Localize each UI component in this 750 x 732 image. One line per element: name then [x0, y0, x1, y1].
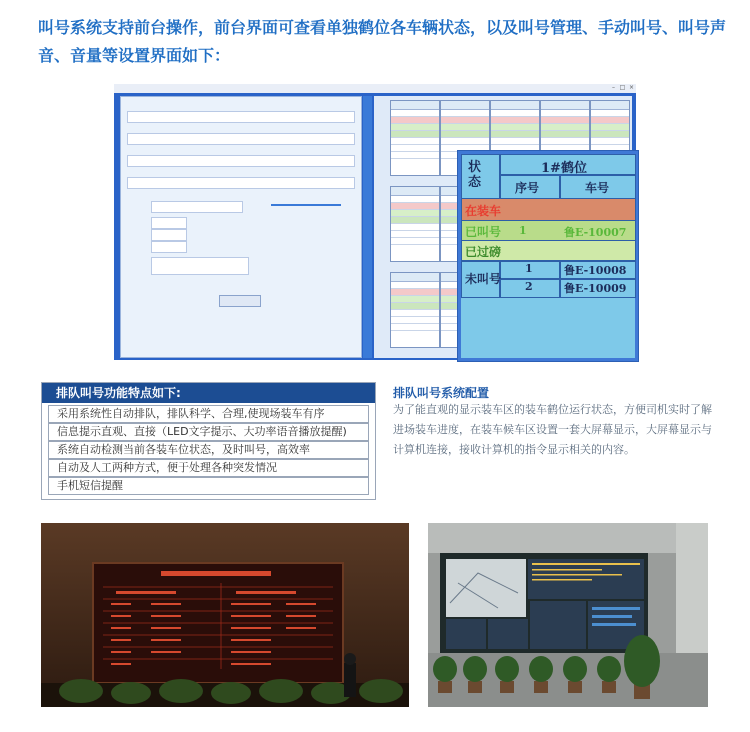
features-box — [41, 382, 376, 500]
form-field — [151, 229, 187, 241]
settings-form — [120, 96, 362, 358]
features-header — [42, 383, 375, 403]
config-body: 为了能直观的显示装车区的装车鹤位运行状态，方便司机实时了解进场装车进度，在装车候车区设置一套大屏幕显示，大屏幕显示与计算机连接，接收计算机的指令显示相关的内容。 — [393, 403, 712, 456]
config-title: 排队叫号系统配置 — [393, 386, 490, 400]
queue-seq: 1 — [525, 262, 533, 275]
col-state-label: 状态 — [468, 160, 482, 190]
station-card — [390, 186, 440, 262]
minimize-icon: – — [612, 84, 615, 91]
form-button — [219, 295, 261, 307]
feature-item: 自动及人工两种方式，便于处理各种突发情况 — [48, 459, 369, 477]
intro-paragraph: 叫号系统支持前台操作，前台界面可查看单独鹤位各车辆状态，以及叫号管理、手动叫号、叫号声音、音量等设置界面如下： — [38, 18, 727, 65]
form-field — [151, 241, 187, 253]
row-weighed-label: 已过磅 — [465, 245, 502, 259]
feature-item: 信息提示直观、直接（LED文字提示、大功率语音播放提醒) — [48, 423, 369, 441]
screenshot-titlebar — [114, 84, 636, 93]
splitter-bar — [363, 96, 372, 358]
col-plate-label: 车号 — [585, 181, 610, 195]
feature-item: 采用系统性自动排队，排队科学、合理,使现场装车有序 — [48, 405, 369, 423]
row-uncalled-label: 未叫号 — [465, 272, 502, 286]
features-title: 排队叫号功能特点如下: — [56, 386, 181, 400]
station-zoom-panel — [457, 150, 639, 362]
called-seq: 1 — [519, 224, 527, 237]
maximize-icon: □ — [619, 84, 626, 91]
close-icon: × — [628, 84, 635, 91]
station-zoom-table — [461, 154, 635, 358]
form-textarea — [151, 257, 249, 275]
form-field — [151, 217, 187, 229]
queue-plate: 鲁E-10008 — [564, 264, 627, 277]
station-card — [390, 100, 440, 176]
form-field — [127, 177, 355, 189]
volume-slider — [271, 204, 341, 206]
led-board-photo — [41, 523, 409, 707]
video-wall-photo — [428, 523, 708, 707]
form-field — [151, 201, 243, 213]
col-seq-label: 序号 — [515, 181, 540, 195]
station-card — [390, 272, 440, 348]
feature-item: 手机短信提醒 — [48, 477, 369, 495]
station-title: 1#鹤位 — [541, 161, 587, 176]
queue-plate: 鲁E-10009 — [564, 282, 627, 295]
called-plate: 鲁E-10007 — [564, 226, 627, 239]
row-loading-label: 在装车 — [465, 204, 502, 218]
row-called-label: 已叫号 — [465, 225, 502, 239]
feature-item: 系统自动检测当前各装车位状态，及时叫号，高效率 — [48, 441, 369, 459]
form-field — [127, 133, 355, 145]
queue-seq: 2 — [525, 280, 533, 293]
form-field — [127, 155, 355, 167]
form-field — [127, 111, 355, 123]
